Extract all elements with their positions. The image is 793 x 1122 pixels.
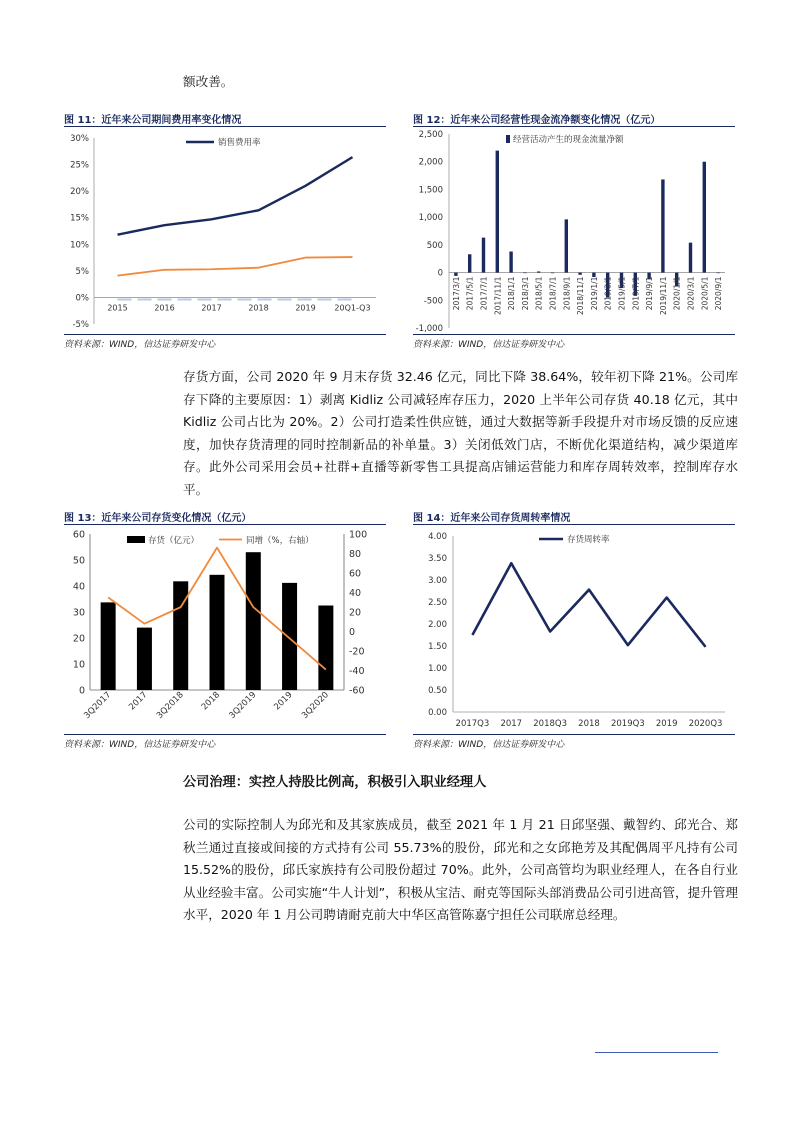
fig13-legend-bar-label: 存货（亿元） [148, 536, 200, 546]
fig13-left-tick-label: 30 [72, 607, 85, 619]
fig13-right-tick-label: 40 [349, 588, 362, 599]
fig12-x-tick-label: 2020/5/1 [700, 276, 710, 311]
fig12-bar [454, 273, 457, 276]
fig14-y-tick-label: 3.00 [428, 576, 447, 586]
fig14-bottom-rule [413, 734, 735, 735]
fig13-chart [64, 526, 386, 733]
fig12-x-tick-label: 2018/1/1 [507, 276, 517, 311]
fig12-y-tick-label: 0 [437, 268, 443, 279]
fig12-x-tick-label: 2018/3/1 [520, 276, 530, 311]
fig13-x-tick-label: 3Q2018 [154, 690, 186, 721]
fig11-y-tick-label: 15% [70, 213, 89, 224]
fig11-x-tick-label: 20Q1-Q3 [334, 303, 371, 313]
fig12-bar [496, 151, 499, 273]
fig12-x-tick-label: 2019/3/1 [603, 276, 613, 311]
fig14-y-tick-label: 2.00 [428, 620, 447, 630]
footer-rule [595, 1052, 718, 1053]
fig11-x-tick-label: 2015 [107, 303, 128, 313]
fig11-x-tick-label: 2019 [295, 303, 316, 313]
fig13-right-tick-label: -60 [349, 685, 365, 697]
fig14-y-tick-label: 2.50 [428, 598, 447, 608]
fig13-right-tick-label: 80 [349, 549, 362, 560]
fig12-legend-swatch [506, 135, 510, 143]
fig11-chart [64, 128, 386, 333]
fig14-top-rule [413, 524, 735, 525]
fig13-right-tick-label: -20 [349, 646, 365, 658]
fig12-bottom-rule [413, 334, 735, 335]
fig12-bar [661, 179, 664, 272]
fig11-y-tick-label: 0% [75, 293, 89, 304]
fig12-x-tick-label: 2017/7/1 [479, 276, 489, 311]
fig12-x-tick-label: 2017/3/1 [451, 276, 461, 311]
fig12-x-tick-label: 2018/9/1 [562, 276, 572, 311]
fig14-source: 资料来源：WIND，信达证券研发中心 [413, 740, 565, 750]
fig14-y-tick-label: 1.50 [428, 642, 447, 652]
fig11-y-tick-label: 30% [70, 134, 89, 144]
fig12-y-tick-label: 1,000 [418, 213, 443, 224]
fig12-bar [482, 238, 485, 273]
fig14-title: 图 14：近年来公司存货周转率情况 [413, 513, 571, 524]
fig13-left-tick-label: 20 [72, 633, 85, 645]
fig12-top-rule [413, 126, 735, 127]
fig14-x-tick-label: 2020Q3 [688, 719, 723, 729]
fig12-bar [703, 162, 706, 273]
fig12-x-tick-label: 2018/11/1 [576, 276, 586, 316]
fig13-right-tick-label: 20 [349, 607, 362, 619]
fig12-y-tick-label: -1,000 [415, 324, 443, 333]
fig12-x-tick-label: 2020/3/1 [686, 276, 696, 311]
fig12-bar [565, 219, 568, 272]
fig12-bar [537, 271, 540, 272]
fig12-bar [592, 273, 595, 277]
fig11-y-tick-label: 10% [70, 240, 89, 251]
fig11-series-line [118, 157, 353, 235]
fig12-bar [509, 252, 512, 273]
fig11-y-tick-label: -5% [72, 320, 89, 330]
fig14-x-tick-label: 2017 [500, 719, 523, 729]
fig13-bar [318, 606, 333, 691]
fig14-x-tick-label: 2018 [578, 719, 600, 729]
fig11-series-line [118, 257, 353, 276]
fig13-left-tick-label: 0 [78, 685, 85, 697]
fig12-legend-label: 经营活动产生的现金流量净额 [513, 135, 624, 145]
fig12-x-tick-label: 2019/11/1 [658, 276, 668, 316]
fig12-x-tick-label: 2019/7/1 [631, 276, 641, 311]
fig13-title: 图 13：近年来公司存货变化情况（亿元） [64, 513, 252, 524]
fig12-x-tick-label: 2018/5/1 [534, 276, 544, 311]
fig14-y-tick-label: 3.50 [428, 554, 447, 564]
fig12-source: 资料来源：WIND，信达证券研发中心 [413, 340, 565, 350]
inventory-paragraph: 存货方面，公司 2020 年 9 月末存货 32.46 亿元，同比下降 38.64%，较年初下降 21%。公司库存下降的主要原因：1）剥离 Kidliz 公司减轻库存压力，2020 上半年公司存货 40.18 亿元，其中 Kidliz 公司占比为 20%。2）公司打造柔性供应链，通过大数据等新手段提升对市场反馈的反应速度，加快存货清理的同时控制新品的补单量。3）关闭低效门店，不断优化渠道结构，减少渠道库存。此外公司采用会员+社群+直播等新零售工具提高店铺运营能力和库存周转效率，控制库存水平。 [183, 369, 738, 497]
fig14-y-tick-label: 0.00 [428, 708, 447, 718]
fig13-legend-line-label: 同增（%，右轴） [246, 536, 314, 546]
fig13-right-tick-label: -40 [349, 666, 365, 677]
fig14-y-tick-label: 1.00 [428, 664, 447, 674]
fig13-left-tick-label: 50 [72, 555, 85, 567]
fig11-x-tick-label: 2016 [154, 303, 175, 313]
fig13-x-tick-label: 2018 [199, 690, 223, 713]
fig13-bar [282, 583, 297, 690]
fig13-top-rule [64, 524, 386, 525]
fig12-bar [523, 273, 526, 274]
fig13-bar [101, 602, 116, 690]
fig14-chart [413, 526, 735, 733]
governance-paragraph: 公司的实际控制人为邱光和及其家族成员，截至 2021 年 1 月 21 日邱坚强、戴智约、邱光合、郑秋兰通过直接或间接的方式持有公司 55.73%的股份，邱光和之女邱艳芳及其配偶周平凡持有公司 15.52%的股份，邱氏家族持有公司股份超过 70%。此外，公司高管均为职业经理人，在各自行业从业经验丰富。公司实施“牛人计划”，积极从宝洁、耐克等国际头部消费品公司引进高管，提升管理水平，2020 年 1 月公司聘请耐克前大中华区高管陈嘉宁担任公司联席总经理。 [183, 817, 738, 923]
fig11-x-tick-label: 2017 [201, 303, 222, 313]
fig11-legend-label: 销售费用率 [218, 138, 261, 148]
fig13-bar [210, 575, 225, 690]
fig11-source: 资料来源：WIND，信达证券研发中心 [64, 340, 216, 350]
section-title: 公司治理：实控人持股比例高，积极引入职业经理人 [183, 775, 487, 790]
fig12-x-tick-label: 2019/9/1 [645, 276, 655, 311]
fig11-y-tick-label: 25% [70, 160, 89, 171]
fig13-left-tick-label: 10 [72, 659, 85, 671]
fig11-title: 图 11：近年来公司期间费用率变化情况 [64, 115, 242, 126]
fig12-x-tick-label: 2019/1/1 [589, 276, 599, 311]
fig12-bar [716, 273, 719, 274]
fig12-x-tick-label: 2019/5/1 [617, 276, 627, 311]
fig14-x-tick-label: 2017Q3 [455, 719, 490, 729]
fig12-x-tick-label: 2020/9/1 [714, 276, 724, 311]
fig13-bar [246, 552, 261, 690]
fig12-x-tick-label: 2017/5/1 [465, 276, 475, 311]
fig12-x-tick-label: 2018/7/1 [548, 276, 558, 311]
fig14-x-tick-label: 2018Q3 [533, 719, 568, 729]
fig13-x-tick-label: 3Q2019 [227, 690, 259, 721]
fig12-y-tick-label: 500 [426, 240, 443, 251]
fig12-x-tick-label: 2017/11/1 [493, 276, 503, 316]
fig12-bar [578, 273, 581, 275]
fig14-x-tick-label: 2019 [655, 719, 678, 729]
fig11-top-rule [64, 126, 386, 127]
fig12-y-tick-label: 2,000 [418, 157, 443, 168]
fig13-right-tick-label: 0 [349, 627, 356, 638]
fig14-legend-label: 存货周转率 [567, 535, 610, 545]
fig13-x-tick-label: 3Q2017 [82, 690, 114, 721]
fig12-x-tick-label: 2020/1/1 [672, 276, 682, 311]
fig13-source: 资料来源：WIND，信达证券研发中心 [64, 740, 216, 750]
fig13-x-tick-label: 2019 [272, 690, 295, 713]
fig12-y-tick-label: -500 [423, 296, 443, 307]
fig12-bar [689, 243, 692, 273]
fig11-bottom-rule [64, 334, 386, 335]
fig13-left-tick-label: 40 [72, 581, 85, 593]
fig12-y-tick-label: 1,500 [418, 185, 443, 196]
fig14-y-tick-label: 0.50 [428, 686, 447, 696]
fig12-bar [551, 273, 554, 274]
fig13-right-tick-label: 100 [349, 529, 368, 541]
fig13-right-tick-label: 60 [349, 568, 362, 580]
fig13-bottom-rule [64, 734, 386, 735]
fig13-bar [137, 628, 152, 690]
fig13-left-tick-label: 60 [72, 529, 85, 541]
fig12-title: 图 12：近年来公司经营性现金流净额变化情况（亿元） [413, 115, 661, 126]
fig13-x-tick-label: 2017 [127, 690, 150, 713]
intro-line: 额改善。 [183, 74, 234, 89]
fig13-x-tick-label: 3Q2020 [300, 690, 331, 721]
fig11-y-tick-label: 5% [75, 266, 89, 277]
fig12-bar [468, 254, 471, 272]
fig13-legend-bar-swatch [127, 536, 145, 543]
fig11-y-tick-label: 20% [70, 187, 89, 198]
fig14-y-tick-label: 4.00 [428, 532, 447, 542]
fig12-y-tick-label: 2,500 [418, 130, 443, 140]
fig14-x-tick-label: 2019Q3 [610, 719, 645, 729]
fig14-series-line [472, 563, 705, 647]
fig12-chart [413, 128, 735, 333]
fig11-x-tick-label: 2018 [248, 303, 269, 313]
